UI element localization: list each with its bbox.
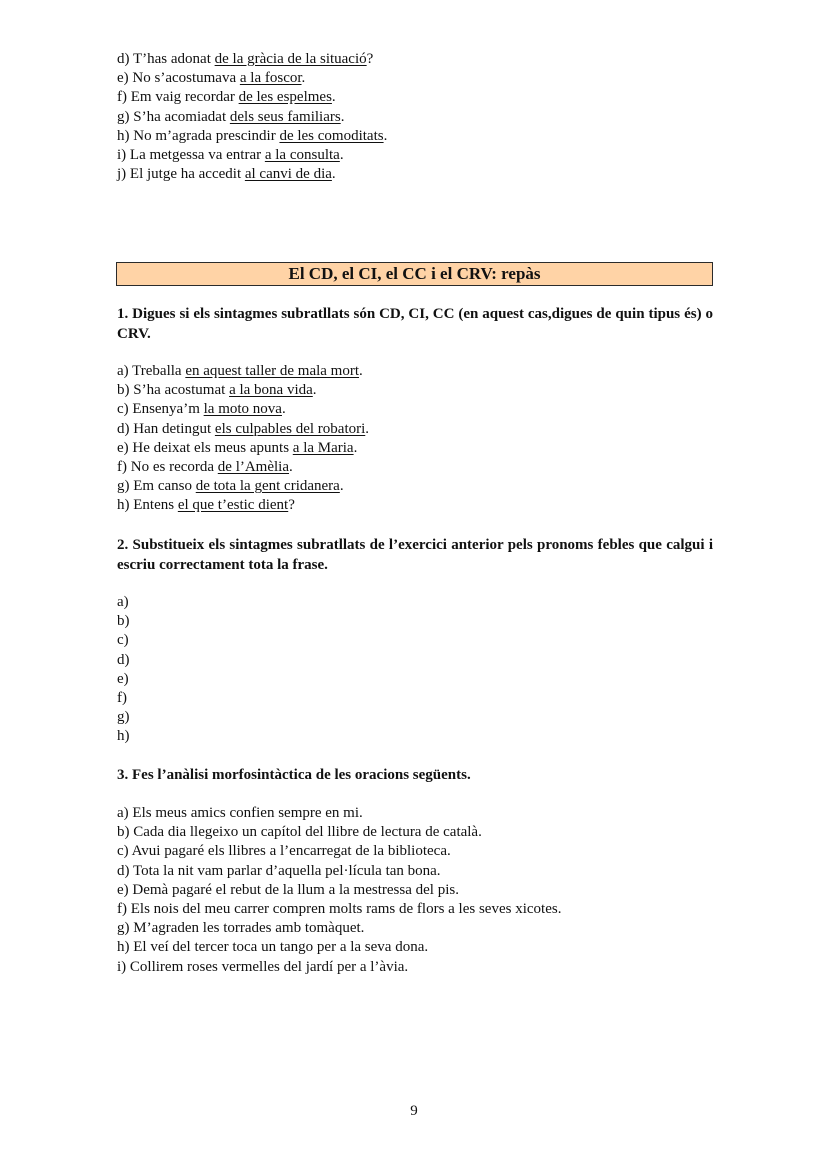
list-item: i) La metgessa va entrar a la consulta. (117, 147, 344, 164)
list-item: c) Avui pagaré els llibres a l’encarregat de la biblioteca. (117, 843, 451, 860)
list-item: d) Tota la nit vam parlar d’aquella pel·lícula tan bona. (117, 862, 441, 879)
list-item: i) Collirem roses vermelles del jardí per a l’àvia. (117, 958, 409, 975)
exercise-2-answer-labels (117, 593, 713, 747)
list-item: b) S’ha acostumat a la bona vida. (117, 382, 317, 399)
exercise-3-heading: 3. Fes l’anàlisi morfosintàctica de les oracions següents. (117, 767, 471, 783)
list-item: c) Ensenya’m la moto nova. (117, 401, 286, 418)
page-number: 9 (410, 1103, 418, 1119)
list-item: b) Cada dia llegeixo un capítol del llibre de lectura de català. (117, 824, 482, 841)
list-item: f) Em vaig recordar de les espelmes. (117, 89, 336, 106)
previous-exercise-list (117, 50, 713, 184)
list-item: g) M’agraden les torrades amb tomàquet. (117, 920, 365, 937)
list-item: e) No s’acostumava a la foscor. (117, 70, 306, 87)
exercise-3-list (117, 804, 713, 977)
exercise-1-heading: 1. Digues si els sintagmes subratllats són CD, CI, CC (en aquest cas,digues de quin tipus és) o CRV. (117, 306, 713, 342)
list-item: e) He deixat els meus apunts a la Maria. (117, 439, 358, 456)
answer-label: f) (117, 690, 127, 707)
list-item: h) No m’agrada prescindir de les comoditats. (117, 127, 388, 144)
section-title-banner: El CD, el CI, el CC i el CRV: repàs (116, 262, 713, 286)
list-item: h) El veí del tercer toca un tango per a la seva dona. (117, 939, 429, 956)
exercise-2-heading: 2. Substitueix els sintagmes subratllats de l’exercici anterior pels pronoms febles que calgui i escriu correctament tota la frase. (117, 537, 713, 573)
list-item: a) Els meus amics confien sempre en mi. (117, 805, 363, 821)
list-item: d) T’has adonat de la gràcia de la situació? (117, 51, 374, 67)
answer-label: a) (117, 594, 129, 610)
list-item: d) Han detingut els culpables del robatori. (117, 420, 370, 437)
exercise-1-list (117, 362, 713, 516)
list-item: g) S’ha acomiadat dels seus familiars. (117, 108, 345, 125)
answer-label: g) (117, 709, 130, 726)
list-item: j) El jutge ha accedit al canvi de dia. (117, 166, 336, 183)
answer-label: c) (117, 632, 129, 649)
list-item: f) Els nois del meu carrer compren molts rams de flors a les seves xicotes. (117, 901, 562, 918)
list-item: f) No es recorda de l’Amèlia. (117, 459, 293, 476)
list-item: e) Demà pagaré el rebut de la llum a la mestressa del pis. (117, 881, 459, 898)
list-item: a) Treballa en aquest taller de mala mort. (117, 363, 363, 379)
answer-label: d) (117, 651, 130, 668)
answer-label: b) (117, 613, 130, 630)
list-item: h) Entens el que t’estic dient? (117, 497, 295, 514)
list-item: g) Em canso de tota la gent cridanera. (117, 478, 344, 495)
answer-label: h) (117, 728, 130, 745)
answer-label: e) (117, 670, 129, 687)
